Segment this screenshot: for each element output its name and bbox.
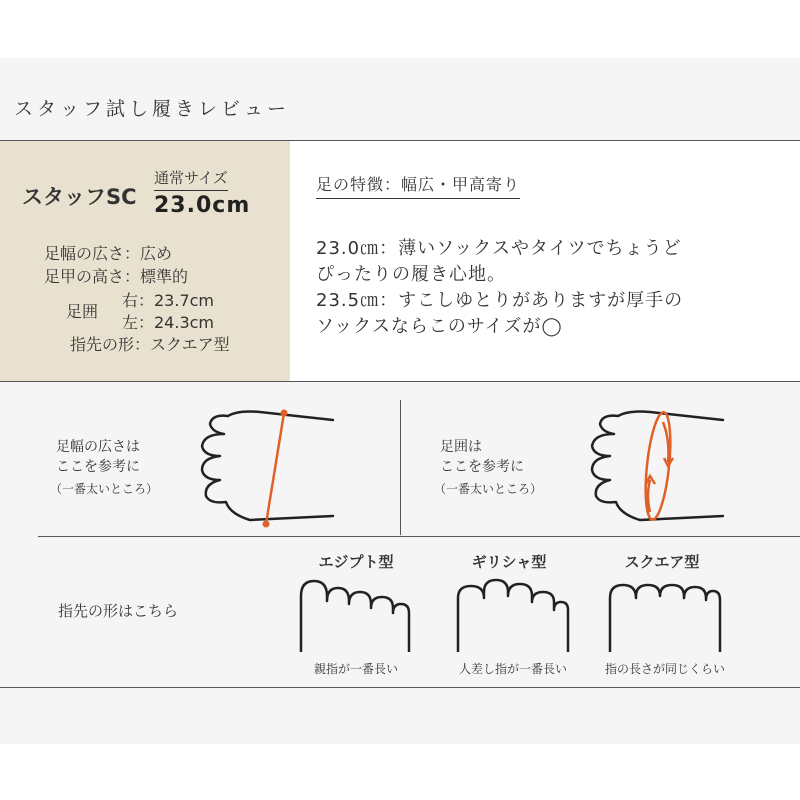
review-line-3: 23.5㎝：すこしゆとりがありますが厚手の [316, 290, 684, 311]
toe-type-egyptian-note: 親指が一番長い [313, 662, 398, 676]
feature-title: 足の特徴：幅広・甲高寄り [316, 172, 520, 199]
usual-size-value: 23.0cm [154, 193, 251, 218]
toe-type-egyptian-name: エジプト型 [318, 553, 394, 571]
spec-foot-width: 足幅の広さ：広め [44, 244, 173, 263]
toe-types-label: 指先の形はこちら [58, 602, 179, 620]
girth-guide-caption-2: ここを参考に [440, 459, 524, 475]
review-line-4: ソックスならこのサイズが◯ [316, 316, 563, 337]
top-margin [0, 0, 800, 58]
spec-girth-label: 足囲 [66, 302, 99, 321]
width-guide-caption-2: ここを参考に [56, 459, 140, 475]
width-measure-line [266, 413, 284, 524]
girth-guide-caption-1: 足囲は [440, 439, 482, 455]
width-measure-dot-top [281, 410, 288, 417]
divider-bottom [0, 687, 800, 688]
bottom-margin [0, 744, 800, 800]
spec-girth-right: 右：23.7cm [122, 291, 215, 310]
square-toe-icon [607, 576, 723, 652]
toe-type-greek-name: ギリシャ型 [471, 553, 547, 571]
usual-size-label: 通常サイズ [154, 167, 228, 191]
toe-type-square-note: 指の長さが同じくらい [604, 662, 725, 676]
spec-instep: 足甲の高さ：標準的 [44, 267, 189, 286]
width-measure-dot-bottom [263, 521, 270, 528]
girth-arrow-bottom [648, 480, 650, 512]
spec-toe-shape: 指先の形：スクエア型 [70, 335, 230, 354]
girth-guide-note: （一番太いところ） [434, 482, 543, 496]
toe-type-square-name: スクエア型 [624, 553, 700, 571]
girth-arrow-top [663, 422, 668, 462]
toe-type-greek-note: 人差し指が一番長い [458, 662, 567, 676]
greek-toe-icon [455, 576, 571, 652]
review-line-2: ぴったりの履き心地。 [316, 264, 506, 285]
width-guide-caption-1: 足幅の広さは [56, 439, 140, 455]
spec-girth-left: 左：24.3cm [122, 313, 215, 332]
section-title: スタッフ試し履きレビュー [14, 98, 291, 120]
width-guide-note: （一番太いところ） [50, 482, 159, 496]
foot-girth-illustration [580, 400, 730, 535]
divider-mid [0, 381, 800, 382]
egyptian-toe-icon [298, 576, 414, 652]
girth-measure-loop [641, 411, 674, 521]
divider-toe-top [38, 536, 800, 537]
foot-width-illustration [190, 400, 340, 535]
guide-divider [400, 400, 401, 535]
review-line-1: 23.0㎝：薄いソックスやタイツでちょうど [316, 238, 682, 259]
staff-name: スタッフSC [22, 185, 137, 209]
